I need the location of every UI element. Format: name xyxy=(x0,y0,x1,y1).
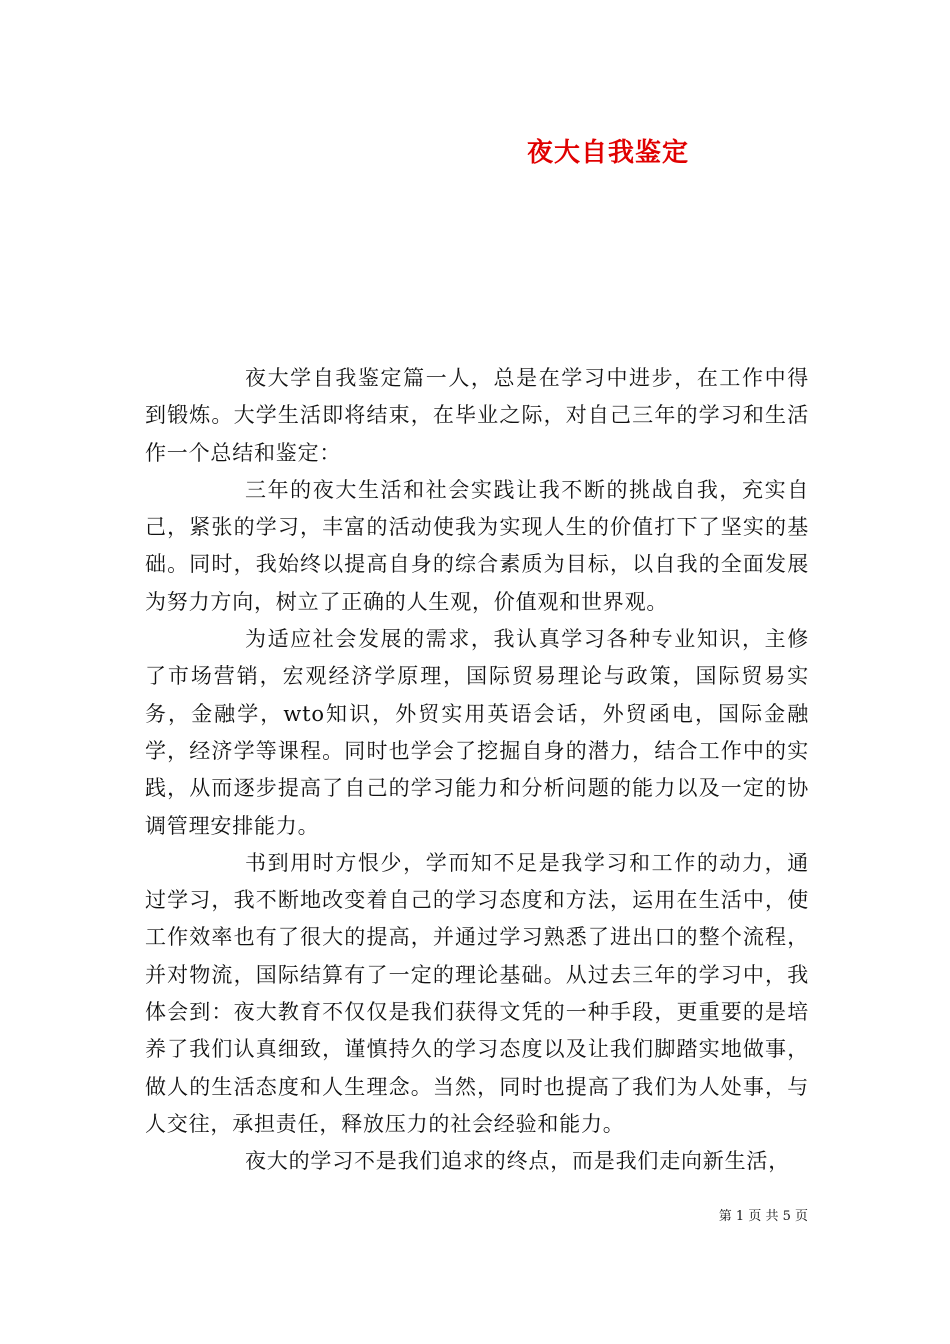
paragraph-2: 三年的夜大生活和社会实践让我不断的挑战自我，充实自己，紧张的学习，丰富的活动使我为实现人生的价值打下了坚实的基础。同时，我始终以提高自身的综合素质为目标，以自我的全面发展为努力方向，树立了正确的人生观，价值观和世界观。 xyxy=(145,477,809,614)
page-number-footer: 第 1 页 共 5 页 xyxy=(718,1209,808,1224)
paragraph-3: 为适应社会发展的需求，我认真学习各种专业知识，主修了市场营销，宏观经济学原理，国际贸易理论与政策，国际贸易实务，金融学，wto知识，外贸实用英语会话，外贸函电，国际金融学，经济学等课程。同时也学会了挖掘自身的潜力，结合工作中的实践，从而逐步提高了自己的学习能力和分析问题的能力以及一定的协调管理安排能力。 xyxy=(145,627,809,838)
document-body xyxy=(145,360,809,1181)
paragraph-1: 夜大学自我鉴定篇一人，总是在学习中进步，在工作中得到锻炼。大学生活即将结束，在毕业之际，对自己三年的学习和生活作一个总结和鉴定： xyxy=(145,366,809,465)
paragraph-4: 书到用时方恨少，学而知不足是我学习和工作的动力，通过学习，我不断地改变着自己的学习态度和方法，运用在生活中，使工作效率也有了很大的提高，并通过学习熟悉了进出口的整个流程，并对物流，国际结算有了一定的理论基础。从过去三年的学习中，我体会到：夜大教育不仅仅是我们获得文凭的一种手段，更重要的是培养了我们认真细致，谨慎持久的学习态度以及让我们脚踏实地做事，做人的生活态度和人生理念。当然，同时也提高了我们为人处事，与人交往，承担责任，释放压力的社会经验和能力。 xyxy=(145,850,809,1136)
paragraph-5: 夜大的学习不是我们追求的终点，而是我们走向新生活， xyxy=(245,1149,790,1174)
document-title: 夜大自我鉴定 xyxy=(527,138,690,168)
